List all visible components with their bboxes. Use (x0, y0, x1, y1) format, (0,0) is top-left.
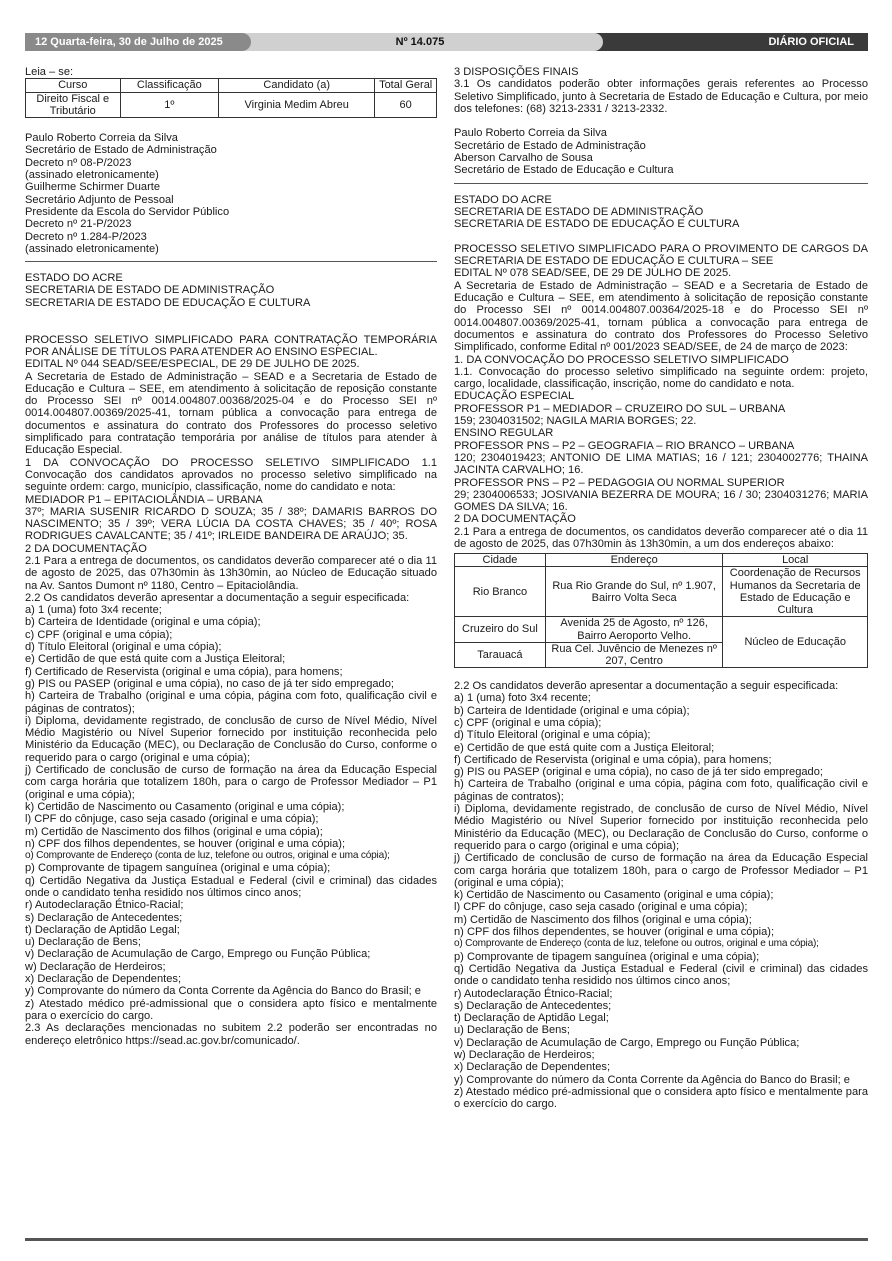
list-item: d) Título Eleitoral (original e uma cópia); (454, 729, 651, 742)
signature-line: Decreto nº 1.284-P/2023 (25, 230, 147, 243)
org-heading (454, 194, 868, 231)
list-item: s) Declaração de Antecedentes; (454, 999, 612, 1012)
list-item: o) Comprovante de Endereço (conta de luz, telefone ou outros, original e uma cópia); (454, 938, 819, 950)
page-date: 12 Quarta-feira, 30 de Julho de 2025 (25, 33, 251, 51)
list-item: m) Certidão de Nascimento dos filhos (original e uma cópia); (25, 825, 323, 838)
list-item: r) Autodeclaração Étnico-Racial; (454, 987, 613, 1000)
list-item: j) Certificado de conclusão de curso de formação na área da Educação Especial com carga horária que totalizem 180h, para o cargo de Professor Mediador – P1 (original e uma cópia); (25, 764, 437, 801)
signature-line: Paulo Roberto Correia da Silva (454, 127, 607, 140)
list-item: a) 1 (uma) foto 3x4 recente; (25, 604, 162, 617)
list-item: g) PIS ou PASEP (original e uma cópia), no caso de já ter sido empregado; (454, 766, 823, 779)
table-header-curso: Curso (26, 79, 121, 92)
list-item: n) CPF dos filhos dependentes, se houver (original e uma cópia); (25, 837, 346, 850)
paragraph: 1.1. Convocação do processo seletivo simplificado na seguinte ordem: projeto, cargo, localidade, classificação, inscrição, nome do candidato e nota. (454, 365, 868, 391)
publication-title: DIÁRIO OFICIAL (768, 35, 854, 48)
list-item: h) Carteira de Trabalho (original e uma cópia, página com foto, qualificação civil e páginas de contratos); (25, 690, 437, 715)
org-line: SECRETARIA DE ESTADO DE EDUCAÇÃO E CULTURA (454, 218, 740, 231)
org-line: SECRETARIA DE ESTADO DE ADMINISTRAÇÃO (454, 205, 704, 218)
org-line: SECRETARIA DE ESTADO DE EDUCAÇÃO E CULTURA (25, 296, 311, 309)
signature-line: Decreto nº 08-P/2023 (25, 156, 132, 169)
list-item: f) Certificado de Reservista (original e uma cópia), para homens; (25, 665, 343, 678)
paragraph: 2.2 Os candidatos deverão apresentar a documentação a seguir especificada: (25, 591, 410, 604)
paragraph: 2.2 Os candidatos deverão apresentar a documentação a seguir especificada: (454, 680, 839, 693)
org-line: ESTADO DO ACRE (454, 193, 552, 206)
paragraph: 2 DA DOCUMENTAÇÃO (454, 513, 576, 526)
table-header-local: Local (723, 554, 868, 567)
table-cell: Direito Fiscal e Tributário (26, 92, 121, 118)
signature-block (454, 127, 868, 176)
paragraph: EDUCAÇÃO ESPECIAL (454, 390, 575, 403)
list-item: u) Declaração de Bens; (25, 936, 141, 949)
paragraph: PROFESSOR PNS – P2 – PEDAGOGIA OU NORMAL SUPERIOR (454, 476, 785, 489)
list-item: c) CPF (original e uma cópia); (25, 628, 173, 641)
footer-divider (25, 1238, 868, 1241)
leia-label: Leia – se: (25, 66, 74, 78)
paragraph: 37º; MARIA SUSENIR RICARDO D SOUZA; 35 / 38º; DAMARIS BARROS DO NASCIMENTO; 35 / 39º; VERA LÚCIA DA COSTA CHAVES; 35 / 40º; ROSA RODRIGUES CAVALCANTE; 35 / 41º; IRLEIDE BANDEIRA DE ARAÚJO; 35. (25, 505, 437, 543)
org-line: ESTADO DO ACRE (25, 272, 123, 285)
list-item: b) Carteira de Identidade (original e uma cópia); (25, 616, 261, 629)
table-header-cidade: Cidade (455, 554, 546, 567)
paragraph: 2.3 As declarações mencionadas no subitem 2.2 poderão ser encontradas no endereço eletrônico https://sead.ac.gov.br/comunicado/. (25, 1022, 437, 1047)
list-item: m) Certidão de Nascimento dos filhos (original e uma cópia); (454, 913, 752, 926)
table-header-endereco: Endereço (545, 554, 723, 567)
list-item: y) Comprovante do número da Conta Corrente da Agência do Banco do Brasil; e (25, 985, 421, 998)
table-cell: 1º (120, 92, 219, 118)
result-table (25, 78, 437, 118)
section-divider (25, 261, 437, 262)
list-item: l) CPF do cônjuge, caso seja casado (original e uma cópia); (454, 901, 748, 914)
edital-body (25, 334, 437, 1047)
list-item: v) Declaração de Acumulação de Cargo, Emprego ou Função Pública; (454, 1036, 800, 1049)
table-cell: Rua Cel. Juvêncio de Menezes nº 207, Centro (545, 642, 723, 667)
address-table (454, 553, 868, 668)
signature-line: Guilherme Schirmer Duarte (25, 181, 161, 194)
table-row (455, 617, 868, 642)
paragraph: 29; 2304006533; JOSIVANIA BEZERRA DE MOURA; 16 / 30; 2304031276; MARIA GOMES DA SILVA; 16. (454, 488, 868, 514)
list-item: j) Certificado de conclusão de curso de formação na área da Educação Especial com carga horária que totalizem 180h, para o cargo de Professor Mediador – P1 (original e uma cópia); (454, 852, 868, 889)
list-item: n) CPF dos filhos dependentes, se houver (original e uma cópia); (454, 926, 775, 939)
table-cell: Cruzeiro do Sul (455, 617, 546, 642)
list-item: w) Declaração de Herdeiros; (25, 960, 166, 973)
list-item: f) Certificado de Reservista (original e uma cópia), para homens; (454, 753, 772, 766)
list-item: q) Certidão Negativa da Justiça Estadual e Federal (civil e criminal) das cidades onde o candidato tenha residido nos últimos cinco anos; (25, 874, 437, 899)
list-item: b) Carteira de Identidade (original e uma cópia); (454, 704, 690, 717)
org-line: SECRETARIA DE ESTADO DE ADMINISTRAÇÃO (25, 284, 275, 297)
signature-line: Secretário de Estado de Administração (25, 144, 217, 157)
paragraph: A Secretaria de Estado de Administração – SEAD e a Secretaria de Estado de Educação e Cultura – SEE, em atendimento à solicitação de reposição constante do Processo SEI nº 0014.004807.00368/2025-04 e do Processo SEI nº 0014.004807.00369/2025-41, tornam pública a convocação para entrega de documentos e assinatura do contrato dos Professores do processo seletivo simplificado para contratação temporária por análise de títulos para atender à Educação Especial. (25, 370, 437, 457)
left-column (25, 66, 437, 1047)
list-item: i) Diploma, devidamente registrado, de conclusão de curso de Nível Médio, Nível Médio Magistério ou Nível Superior fornecido por instituição reconhecida pelo Ministério da Educação (MEC), ou Declaração de Conclusão do Curso, conforme o requerido para o cargo (original e uma cópia); (454, 803, 868, 852)
paragraph: PROFESSOR P1 – MEDIADOR – CRUZEIRO DO SUL – URBANA (454, 402, 786, 415)
list-item: l) CPF do cônjuge, caso seja casado (original e uma cópia); (25, 813, 319, 826)
paragraph: PROFESSOR PNS – P2 – GEOGRAFIA – RIO BRANCO – URBANA (454, 439, 795, 452)
signature-line: Secretário Adjunto de Pessoal (25, 193, 174, 206)
signature-line: Paulo Roberto Correia da Silva (25, 132, 178, 145)
edital-body (454, 243, 868, 550)
page-header (25, 33, 868, 51)
list-item: x) Declaração de Dependentes; (25, 973, 182, 986)
list-item: e) Certidão de que está quite com a Justiça Eleitoral; (25, 653, 286, 666)
list-item: k) Certidão de Nascimento ou Casamento (original e uma cópia); (454, 889, 774, 902)
table-header-classificacao: Classificação (120, 79, 219, 92)
table-cell: Núcleo de Educação (723, 617, 868, 668)
list-item: g) PIS ou PASEP (original e uma cópia), no caso de já ter sido empregado; (25, 677, 394, 690)
section-heading: 3 DISPOSIÇÕES FINAIS (454, 66, 579, 78)
signature-line: (assinado eletronicamente) (25, 169, 159, 182)
table-header-candidato: Candidato (a) (219, 79, 375, 92)
paragraph: 2 DA DOCUMENTAÇÃO (25, 542, 147, 555)
table-cell: Rio Branco (455, 567, 546, 617)
list-item: d) Título Eleitoral (original e uma cópia); (25, 641, 222, 654)
paragraph: MEDIADOR P1 – EPITACIOLÂNDIA – URBANA (25, 493, 263, 506)
table-cell: Rua Rio Grande do Sul, nº 1.907, Bairro Volta Seca (545, 567, 723, 617)
list-item: c) CPF (original e uma cópia); (454, 717, 602, 729)
signature-line: (assinado eletronicamente) (25, 242, 159, 255)
section-divider (454, 183, 868, 184)
edition-number: Nº 14.075 (237, 33, 603, 51)
signature-line: Secretário de Estado de Administração (454, 139, 646, 152)
list-item: s) Declaração de Antecedentes; (25, 911, 183, 924)
list-item: r) Autodeclaração Étnico-Racial; (25, 899, 184, 912)
table-row (26, 92, 437, 118)
list-item: u) Declaração de Bens; (454, 1024, 570, 1037)
list-item: w) Declaração de Herdeiros; (454, 1049, 595, 1062)
list-item: e) Certidão de que está quite com a Justiça Eleitoral; (454, 741, 715, 754)
paragraph: 120; 2304019423; ANTONIO DE LIMA MATIAS; 16 / 121; 2304002776; THAINA JACINTA CARVALHO; 16. (454, 451, 868, 477)
list-item: p) Comprovante de tipagem sanguínea (original e uma cópia); (454, 950, 760, 963)
table-cell: Virginia Medim Abreu (219, 92, 375, 118)
table-cell: Avenida 25 de Agosto, nº 126, Bairro Aeroporto Velho. (545, 617, 723, 642)
paragraph: 159; 2304031502; NAGILA MARIA BORGES; 22. (454, 415, 697, 428)
edital-title: PROCESSO SELETIVO SIMPLIFICADO PARA CONTRATAÇÃO TEMPORÁRIA POR ANÁLISE DE TÍTULOS PARA ATENDER AO ENSINO ESPECIAL. (25, 333, 437, 358)
signature-line: Secretário de Estado de Educação e Cultura (454, 164, 674, 177)
paragraph: 1. DA CONVOCAÇÃO DO PROCESSO SELETIVO SIMPLIFICADO (454, 353, 789, 366)
list-item: o) Comprovante de Endereço (conta de luz, telefone ou outros, original e uma cópia); (25, 850, 390, 862)
signature-line: Decreto nº 21-P/2023 (25, 218, 132, 231)
paragraph: A Secretaria de Estado de Administração – SEAD e a Secretaria de Estado de Educação e Cultura – SEE, em atendimento à solicitação de reposição constante do Processo SEI nº 0014.004807.00364/2025-18 e do Processo SEI nº 0014.004807.00369/2025-41, tornam pública a convocação para entrega de documentos e assinatura do contrato dos Professores do Processo Seletivo Simplificado, conforme Edital nº 001/2023 SEAD/SEE, de 24 de março de 2023: (454, 279, 868, 354)
list-item: t) Declaração de Aptidão Legal; (25, 923, 180, 936)
list-item: a) 1 (uma) foto 3x4 recente; (454, 692, 591, 705)
edital-title: PROCESSO SELETIVO SIMPLIFICADO PARA O PROVIMENTO DE CARGOS DA SECRETARIA DE ESTADO DE EDUCAÇÃO E CULTURA – SEE (454, 242, 868, 268)
list-item: x) Declaração de Dependentes; (454, 1061, 611, 1074)
list-item: t) Declaração de Aptidão Legal; (454, 1012, 609, 1025)
table-cell: 60 (375, 92, 437, 118)
signature-block (25, 132, 437, 255)
signature-line: Aberson Carvalho de Sousa (454, 152, 593, 165)
document-list (454, 680, 868, 1110)
list-item: i) Diploma, devidamente registrado, de conclusão de curso de Nível Médio, Nível Médio Magistério ou Nível Superior fornecido por instituição reconhecida pelo Ministério da Educação (MEC), ou Declaração de Conclusão do Curso, conforme o requerido para o cargo (original e uma cópia); (25, 714, 437, 764)
table-cell: Tarauacá (455, 642, 546, 667)
list-item: y) Comprovante do número da Conta Corrente da Agência do Banco do Brasil; e (454, 1073, 850, 1086)
org-heading (25, 272, 437, 309)
paragraph: 1 DA CONVOCAÇÃO DO PROCESSO SELETIVO SIMPLIFICADO 1.1 Convocação dos candidatos aprovados no processo seletivo simplificado na seguinte ordem: cargo, município, classificação, nome do candidato e nota: (25, 456, 437, 494)
paragraph: 3.1 Os candidatos poderão obter informações gerais referentes ao Processo Seletivo Simplificado, junto à Secretaria de Estado de Educação e Cultura, por meio dos telefones: (68) 3213-2331 / 3213-2332. (454, 78, 868, 115)
table-row (455, 567, 868, 617)
list-item: z) Atestado médico pré-admissional que o considera apto físico e mentalmente para o exercício do cargo. (454, 1085, 868, 1111)
list-item: k) Certidão de Nascimento ou Casamento (original e uma cópia); (25, 800, 345, 813)
table-header-total: Total Geral (375, 79, 437, 92)
signature-line: Presidente da Escola do Servidor Público (25, 205, 230, 218)
list-item: q) Certidão Negativa da Justiça Estadual e Federal (civil e criminal) das cidades onde o candidato tenha residido nos últimos cinco anos; (454, 962, 868, 988)
edital-number: EDITAL Nº 078 SEAD/SEE, DE 29 DE JULHO DE 2025. (454, 267, 732, 280)
paragraph: 2.1 Para a entrega de documentos, os candidatos deverão comparecer até o dia 11 de agosto de 2025, das 07h30min às 13h30min, a um dos endereços abaixo: (454, 525, 868, 550)
list-item: z) Atestado médico pré-admissional que o considera apto físico e mentalmente para o exercício do cargo. (25, 997, 437, 1022)
right-column (454, 66, 868, 1111)
edital-number: EDITAL Nº 044 SEAD/SEE/ESPECIAL, DE 29 DE JULHO DE 2025. (25, 358, 360, 371)
table-cell: Coordenação de Recursos Humanos da Secretaria de Estado de Educação e Cultura (723, 567, 868, 617)
paragraph: ENSINO REGULAR (454, 427, 554, 440)
paragraph: 2.1 Para a entrega de documentos, os candidatos deverão comparecer até o dia 11 de agosto de 2025, das 07h30min às 13h30min, ao Núcleo de Educação situado na Av. Santos Dumont nº 1180, Centro – Epitaciolândia. (25, 554, 437, 592)
list-item: v) Declaração de Acumulação de Cargo, Emprego ou Função Pública; (25, 948, 371, 961)
list-item: h) Carteira de Trabalho (original e uma cópia, página com foto, qualificação civil e páginas de contratos); (454, 778, 868, 803)
list-item: p) Comprovante de tipagem sanguínea (original e uma cópia); (25, 862, 331, 875)
